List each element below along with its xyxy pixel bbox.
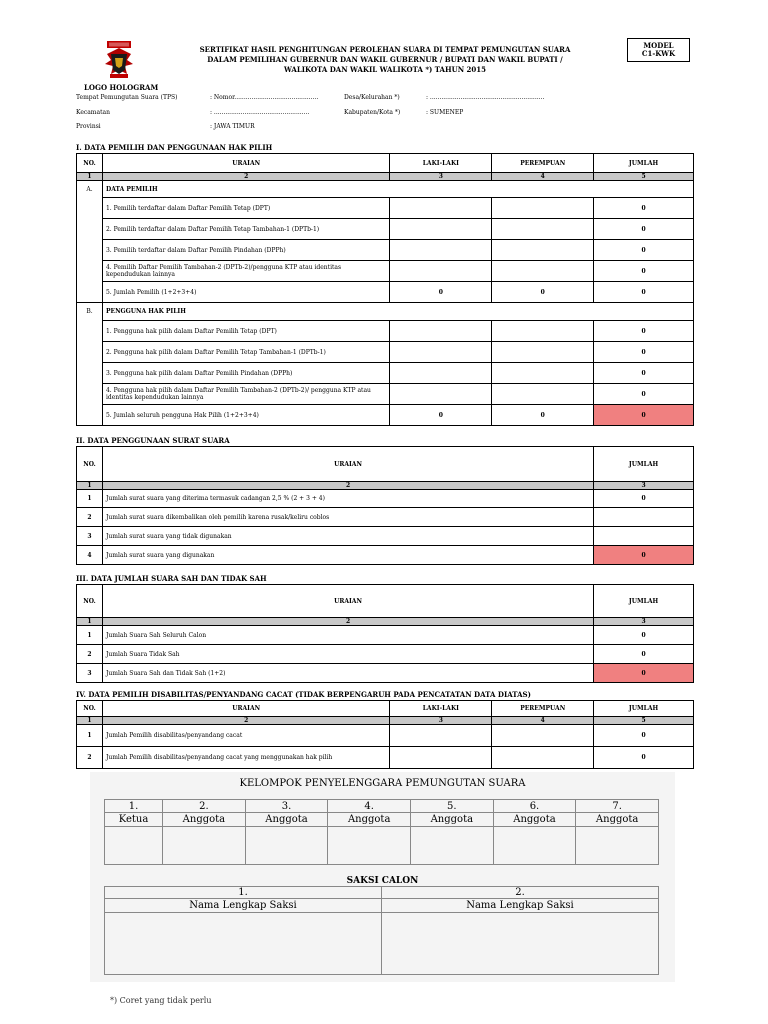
- kpps-number: 2.: [163, 800, 246, 813]
- col-number: 1: [77, 173, 103, 181]
- row-no: 2: [77, 645, 103, 664]
- table-row: [77, 546, 694, 565]
- desa-value: : ............................................................: [426, 94, 545, 101]
- perempuan-input[interactable]: [492, 240, 594, 261]
- saksi-number: 2.: [382, 887, 659, 899]
- kecamatan-value: : ..................................................: [210, 109, 310, 116]
- signature-box[interactable]: [163, 827, 246, 865]
- row-label: Jumlah Pemilih disabilitas/penyandang cacat: [102, 725, 389, 747]
- saksi-title: SAKSI CALON: [346, 876, 419, 886]
- section-2-title: II. DATA PENGGUNAAN SURAT SUARA: [76, 436, 230, 445]
- perempuan-input[interactable]: [492, 747, 594, 769]
- kpps-role: Anggota: [328, 813, 411, 827]
- row-label: Jumlah Suara Sah Seluruh Calon: [102, 626, 593, 645]
- row-label: 2. Pengguna hak pilih dalam Daftar Pemilih Tetap Tambahan-1 (DPTb-1): [102, 342, 389, 363]
- signature-box[interactable]: [105, 827, 163, 865]
- section-3-title: III. DATA JUMLAH SUARA SAH DAN TIDAK SAH: [76, 574, 267, 583]
- row-label: 1. Pengguna hak pilih dalam Daftar Pemilih Tetap (DPT): [102, 321, 389, 342]
- jumlah-value: 0: [594, 405, 694, 426]
- signature-box[interactable]: [382, 913, 659, 975]
- group-a-title: DATA PEMILIH: [102, 181, 693, 198]
- kpps-role: Anggota: [493, 813, 576, 827]
- col-number: 1: [77, 482, 103, 490]
- col-number: 3: [594, 482, 694, 490]
- col-header-jumlah: JUMLAH: [594, 585, 694, 618]
- row-label: 5. Jumlah seluruh pengguna Hak Pilih (1+2+3+4): [102, 405, 389, 426]
- col-header-no: NO.: [77, 154, 103, 173]
- table-row: [77, 282, 694, 303]
- row-label: 3. Pengguna hak pilih dalam Daftar Pemilih Pindahan (DPPh): [102, 363, 389, 384]
- section-2-table: [76, 446, 694, 565]
- title-line-2: DALAM PEMILIHAN GUBERNUR DAN WAKIL GUBERNUR / BUPATI DAN WAKIL BUPATI /: [207, 55, 563, 64]
- signature-box[interactable]: [245, 827, 328, 865]
- perempuan-input[interactable]: [492, 384, 594, 405]
- kpps-number: 4.: [328, 800, 411, 813]
- row-label: Jumlah Suara Tidak Sah: [102, 645, 593, 664]
- jumlah-value: 0: [594, 626, 694, 645]
- row-label: 1. Pemilih terdaftar dalam Daftar Pemilih Tetap (DPT): [102, 198, 389, 219]
- laki-input[interactable]: [390, 198, 492, 219]
- laki-input[interactable]: [390, 725, 492, 747]
- saksi-number: 1.: [105, 887, 382, 899]
- col-number: 3: [390, 173, 492, 181]
- kecamatan-label: Kecamatan: [76, 109, 110, 116]
- col-header-uraian: URAIAN: [102, 585, 593, 618]
- jumlah-value: 0: [594, 240, 694, 261]
- row-label: Jumlah surat suara yang diterima termasuk cadangan 2,5 % (2 + 3 + 4): [102, 490, 593, 508]
- col-header-no: NO.: [77, 585, 103, 618]
- laki-total: 0: [390, 282, 492, 303]
- kpu-logo: [101, 40, 137, 80]
- jumlah-value: 0: [594, 664, 694, 683]
- jumlah-value: 0: [594, 747, 694, 769]
- row-no: 2: [77, 508, 103, 527]
- table-row: [77, 261, 694, 282]
- col-number: 1: [77, 618, 103, 626]
- jumlah-input[interactable]: [594, 527, 694, 546]
- col-header-jumlah: JUMLAH: [594, 447, 694, 482]
- col-number: 2: [102, 173, 389, 181]
- row-label: Jumlah surat suara dikembalikan oleh pemilih karena rusak/keliru coblos: [102, 508, 593, 527]
- jumlah-value: 0: [594, 282, 694, 303]
- kpps-number: 6.: [493, 800, 576, 813]
- row-no: 4: [77, 546, 103, 565]
- col-number: 2: [102, 618, 593, 626]
- col-header-jumlah: JUMLAH: [594, 701, 694, 717]
- table-row: [77, 725, 694, 747]
- laki-input[interactable]: [390, 261, 492, 282]
- table-row: [77, 527, 694, 546]
- garuda-emblem-icon: [101, 40, 137, 80]
- kpps-signature-table: [104, 799, 659, 865]
- row-no: 2: [77, 747, 103, 769]
- group-b-title: PENGGUNA HAK PILIH: [102, 303, 693, 321]
- model-code: C1-KWK: [641, 49, 676, 59]
- row-no: 1: [77, 626, 103, 645]
- kpps-role: Anggota: [576, 813, 659, 827]
- section-4-table: [76, 700, 694, 769]
- laki-input[interactable]: [390, 342, 492, 363]
- row-label: 5. Jumlah Pemilih (1+2+3+4): [102, 282, 389, 303]
- col-number: 1: [77, 717, 103, 725]
- col-number: 2: [102, 717, 389, 725]
- col-number: 5: [594, 173, 694, 181]
- jumlah-value: 0: [594, 645, 694, 664]
- kpps-number: 1.: [105, 800, 163, 813]
- jumlah-input[interactable]: [594, 508, 694, 527]
- table-row: [77, 384, 694, 405]
- signature-box[interactable]: [328, 827, 411, 865]
- perempuan-total: 0: [492, 405, 594, 426]
- table-row: [77, 342, 694, 363]
- saksi-name-label: Nama Lengkap Saksi: [382, 899, 659, 913]
- col-header-jumlah: JUMLAH: [594, 154, 694, 173]
- table-row: [77, 645, 694, 664]
- laki-input[interactable]: [390, 384, 492, 405]
- row-no: 3: [77, 664, 103, 683]
- section-3-table: [76, 584, 694, 683]
- jumlah-value: 0: [594, 219, 694, 240]
- title-line-3: WALIKOTA DAN WAKIL WALIKOTA *) TAHUN 2015: [283, 65, 487, 74]
- col-header-uraian: URAIAN: [102, 701, 389, 717]
- table-row: [77, 321, 694, 342]
- logo-hologram-label: LOGO HOLOGRAM: [84, 83, 159, 92]
- table-row: [77, 508, 694, 527]
- kpps-number: 5.: [411, 800, 494, 813]
- kpps-number: 3.: [245, 800, 328, 813]
- signature-box[interactable]: [105, 913, 382, 975]
- jumlah-value: 0: [594, 321, 694, 342]
- col-number: 4: [492, 717, 594, 725]
- row-label: 4. Pengguna hak pilih dalam Daftar Pemilih Tambahan-2 (DPTb-2)/ pengguna KTP atau identitas kependudukan lainnya: [102, 384, 389, 405]
- col-number: 5: [594, 717, 694, 725]
- row-label: Jumlah Suara Sah dan Tidak Sah (1+2): [102, 664, 593, 683]
- provinsi-label: Provinsi: [76, 123, 101, 130]
- jumlah-value: 0: [594, 546, 694, 565]
- perempuan-input[interactable]: [492, 725, 594, 747]
- row-label: 3. Pemilih terdaftar dalam Daftar Pemilih Pindahan (DPPh): [102, 240, 389, 261]
- table-row: [77, 490, 694, 508]
- kpps-role: Anggota: [411, 813, 494, 827]
- table-row: [77, 240, 694, 261]
- kabupaten-label: Kabupaten/Kota *): [344, 109, 401, 116]
- col-header-perempuan: PEREMPUAN: [492, 154, 594, 173]
- perempuan-input[interactable]: [492, 342, 594, 363]
- saksi-name-label: Nama Lengkap Saksi: [105, 899, 382, 913]
- col-header-laki: LAKI-LAKI: [390, 701, 492, 717]
- laki-input[interactable]: [390, 363, 492, 384]
- signature-box[interactable]: [576, 827, 659, 865]
- kpps-number: 7.: [576, 800, 659, 813]
- col-header-uraian: URAIAN: [102, 154, 389, 173]
- tps-value: : Nomor............................................: [210, 94, 319, 101]
- kpps-role: Ketua: [105, 813, 163, 827]
- jumlah-value: 0: [594, 384, 694, 405]
- row-no: 3: [77, 527, 103, 546]
- provinsi-value: : JAWA TIMUR: [210, 123, 255, 130]
- section-4-title: IV. DATA PEMILIH DISABILITAS/PENYANDANG CACAT (TIDAK BERPENGARUH PADA PENCATATAN DATA DIATAS): [76, 690, 531, 699]
- row-label: Jumlah Pemilih disabilitas/penyandang cacat yang menggunakan hak pilih: [102, 747, 389, 769]
- tps-label: Tempat Pemungutan Suara (TPS): [76, 94, 178, 101]
- laki-input[interactable]: [390, 321, 492, 342]
- row-no: 1: [77, 490, 103, 508]
- col-header-uraian: URAIAN: [102, 447, 593, 482]
- jumlah-value: 0: [594, 261, 694, 282]
- col-number: 2: [102, 482, 593, 490]
- signature-box[interactable]: [493, 827, 576, 865]
- jumlah-value: 0: [594, 363, 694, 384]
- row-label: Jumlah surat suara yang digunakan: [102, 546, 593, 565]
- col-number: 4: [492, 173, 594, 181]
- col-header-laki: LAKI-LAKI: [390, 154, 492, 173]
- col-number: 3: [594, 618, 694, 626]
- perempuan-input[interactable]: [492, 363, 594, 384]
- row-label: Jumlah surat suara yang tidak digunakan: [102, 527, 593, 546]
- perempuan-input[interactable]: [492, 321, 594, 342]
- desa-label: Desa/Kelurahan *): [344, 94, 400, 101]
- group-b-no: B.: [77, 303, 103, 321]
- model-box: [627, 38, 690, 62]
- table-row: [77, 405, 694, 426]
- col-number: 3: [390, 717, 492, 725]
- model-label: MODEL: [643, 41, 674, 50]
- table-row: [77, 219, 694, 240]
- jumlah-value: 0: [594, 725, 694, 747]
- jumlah-value: 0: [594, 342, 694, 363]
- laki-input[interactable]: [390, 747, 492, 769]
- saksi-signature-table: [104, 886, 659, 975]
- kpps-role: Anggota: [245, 813, 328, 827]
- title-line-1: SERTIFIKAT HASIL PENGHITUNGAN PEROLEHAN SUARA DI TEMPAT PEMUNGUTAN SUARA: [199, 45, 571, 54]
- perempuan-input[interactable]: [492, 198, 594, 219]
- col-header-no: NO.: [77, 447, 103, 482]
- jumlah-value: 0: [594, 198, 694, 219]
- table-row: [77, 626, 694, 645]
- perempuan-input[interactable]: [492, 261, 594, 282]
- section-1-title: I. DATA PEMILIH DAN PENGGUNAAN HAK PILIH: [76, 143, 273, 152]
- table-row: [77, 198, 694, 219]
- footer-note: *) Coret yang tidak perlu: [110, 996, 212, 1005]
- col-header-perempuan: PEREMPUAN: [492, 701, 594, 717]
- row-label: 2. Pemilih terdaftar dalam Daftar Pemilih Tetap Tambahan-1 (DPTb-1): [102, 219, 389, 240]
- kabupaten-value: : SUMENEP: [426, 109, 464, 116]
- perempuan-input[interactable]: [492, 219, 594, 240]
- row-no: 1: [77, 725, 103, 747]
- table-row: [77, 363, 694, 384]
- table-row: [77, 747, 694, 769]
- group-a-no: A.: [77, 181, 103, 198]
- col-header-no: NO.: [77, 701, 103, 717]
- table-row: [77, 664, 694, 683]
- kpps-role: Anggota: [163, 813, 246, 827]
- row-label: 4. Pemilih Daftar Pemilih Tambahan-2 (DPTb-2)/pengguna KTP atau identitas kependudukan lainnya: [102, 261, 389, 282]
- document-title: [190, 45, 580, 75]
- jumlah-value: 0: [594, 490, 694, 508]
- section-1-table: [76, 153, 694, 426]
- kpps-title: KELOMPOK PENYELENGGARA PEMUNGUTAN SUARA: [239, 778, 526, 789]
- perempuan-total: 0: [492, 282, 594, 303]
- signature-box[interactable]: [411, 827, 494, 865]
- laki-total: 0: [390, 405, 492, 426]
- laki-input[interactable]: [390, 240, 492, 261]
- laki-input[interactable]: [390, 219, 492, 240]
